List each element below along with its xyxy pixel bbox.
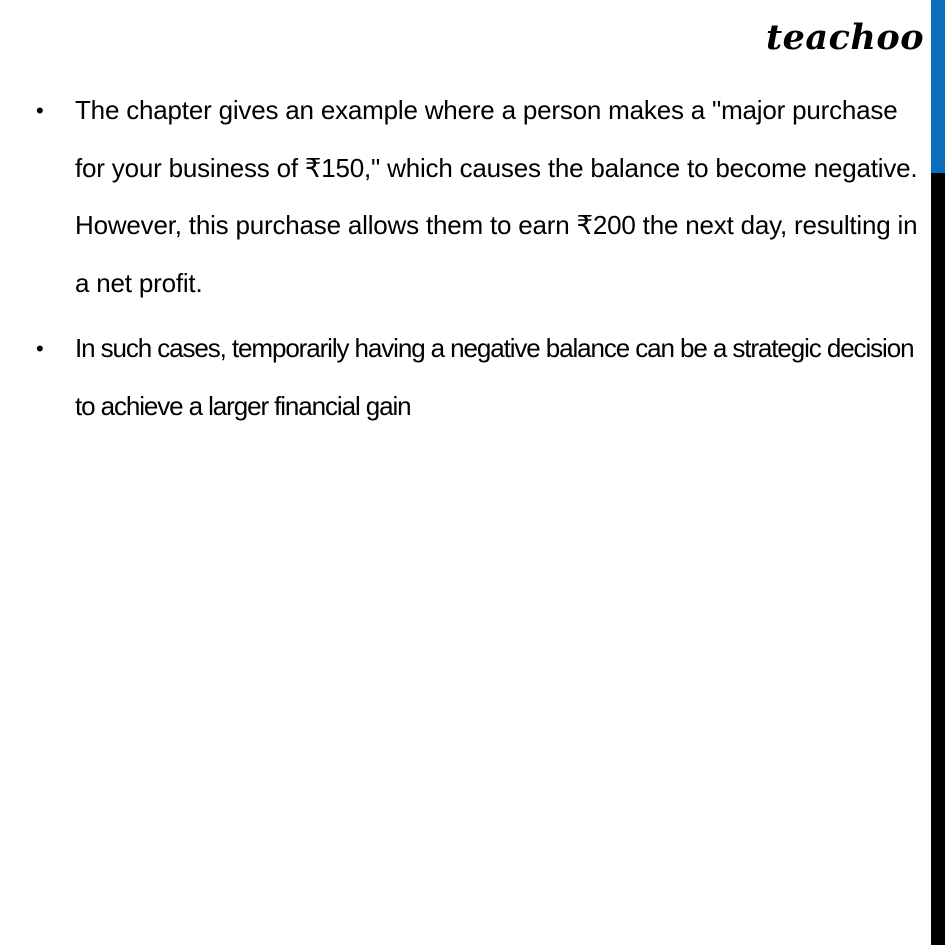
side-decoration-bar bbox=[931, 0, 945, 945]
side-bar-blue-accent bbox=[931, 0, 945, 173]
bullet-text: The chapter gives an example where a person makes a "major purchase for your business of ₹150," which causes the balance to become negative. However, this purchase allows them to earn ₹200 the next day, resulting in a net profit. bbox=[75, 95, 918, 298]
bullet-list bbox=[36, 82, 921, 443]
bullet-item-1 bbox=[36, 82, 921, 312]
bullet-marker: • bbox=[36, 98, 44, 123]
bullet-marker: • bbox=[36, 336, 44, 361]
bullet-item-2 bbox=[36, 320, 921, 435]
teachoo-logo: teachoo bbox=[766, 17, 925, 58]
bullet-text: In such cases, temporarily having a negative balance can be a strategic decision to achieve a larger financial gain bbox=[75, 333, 914, 421]
